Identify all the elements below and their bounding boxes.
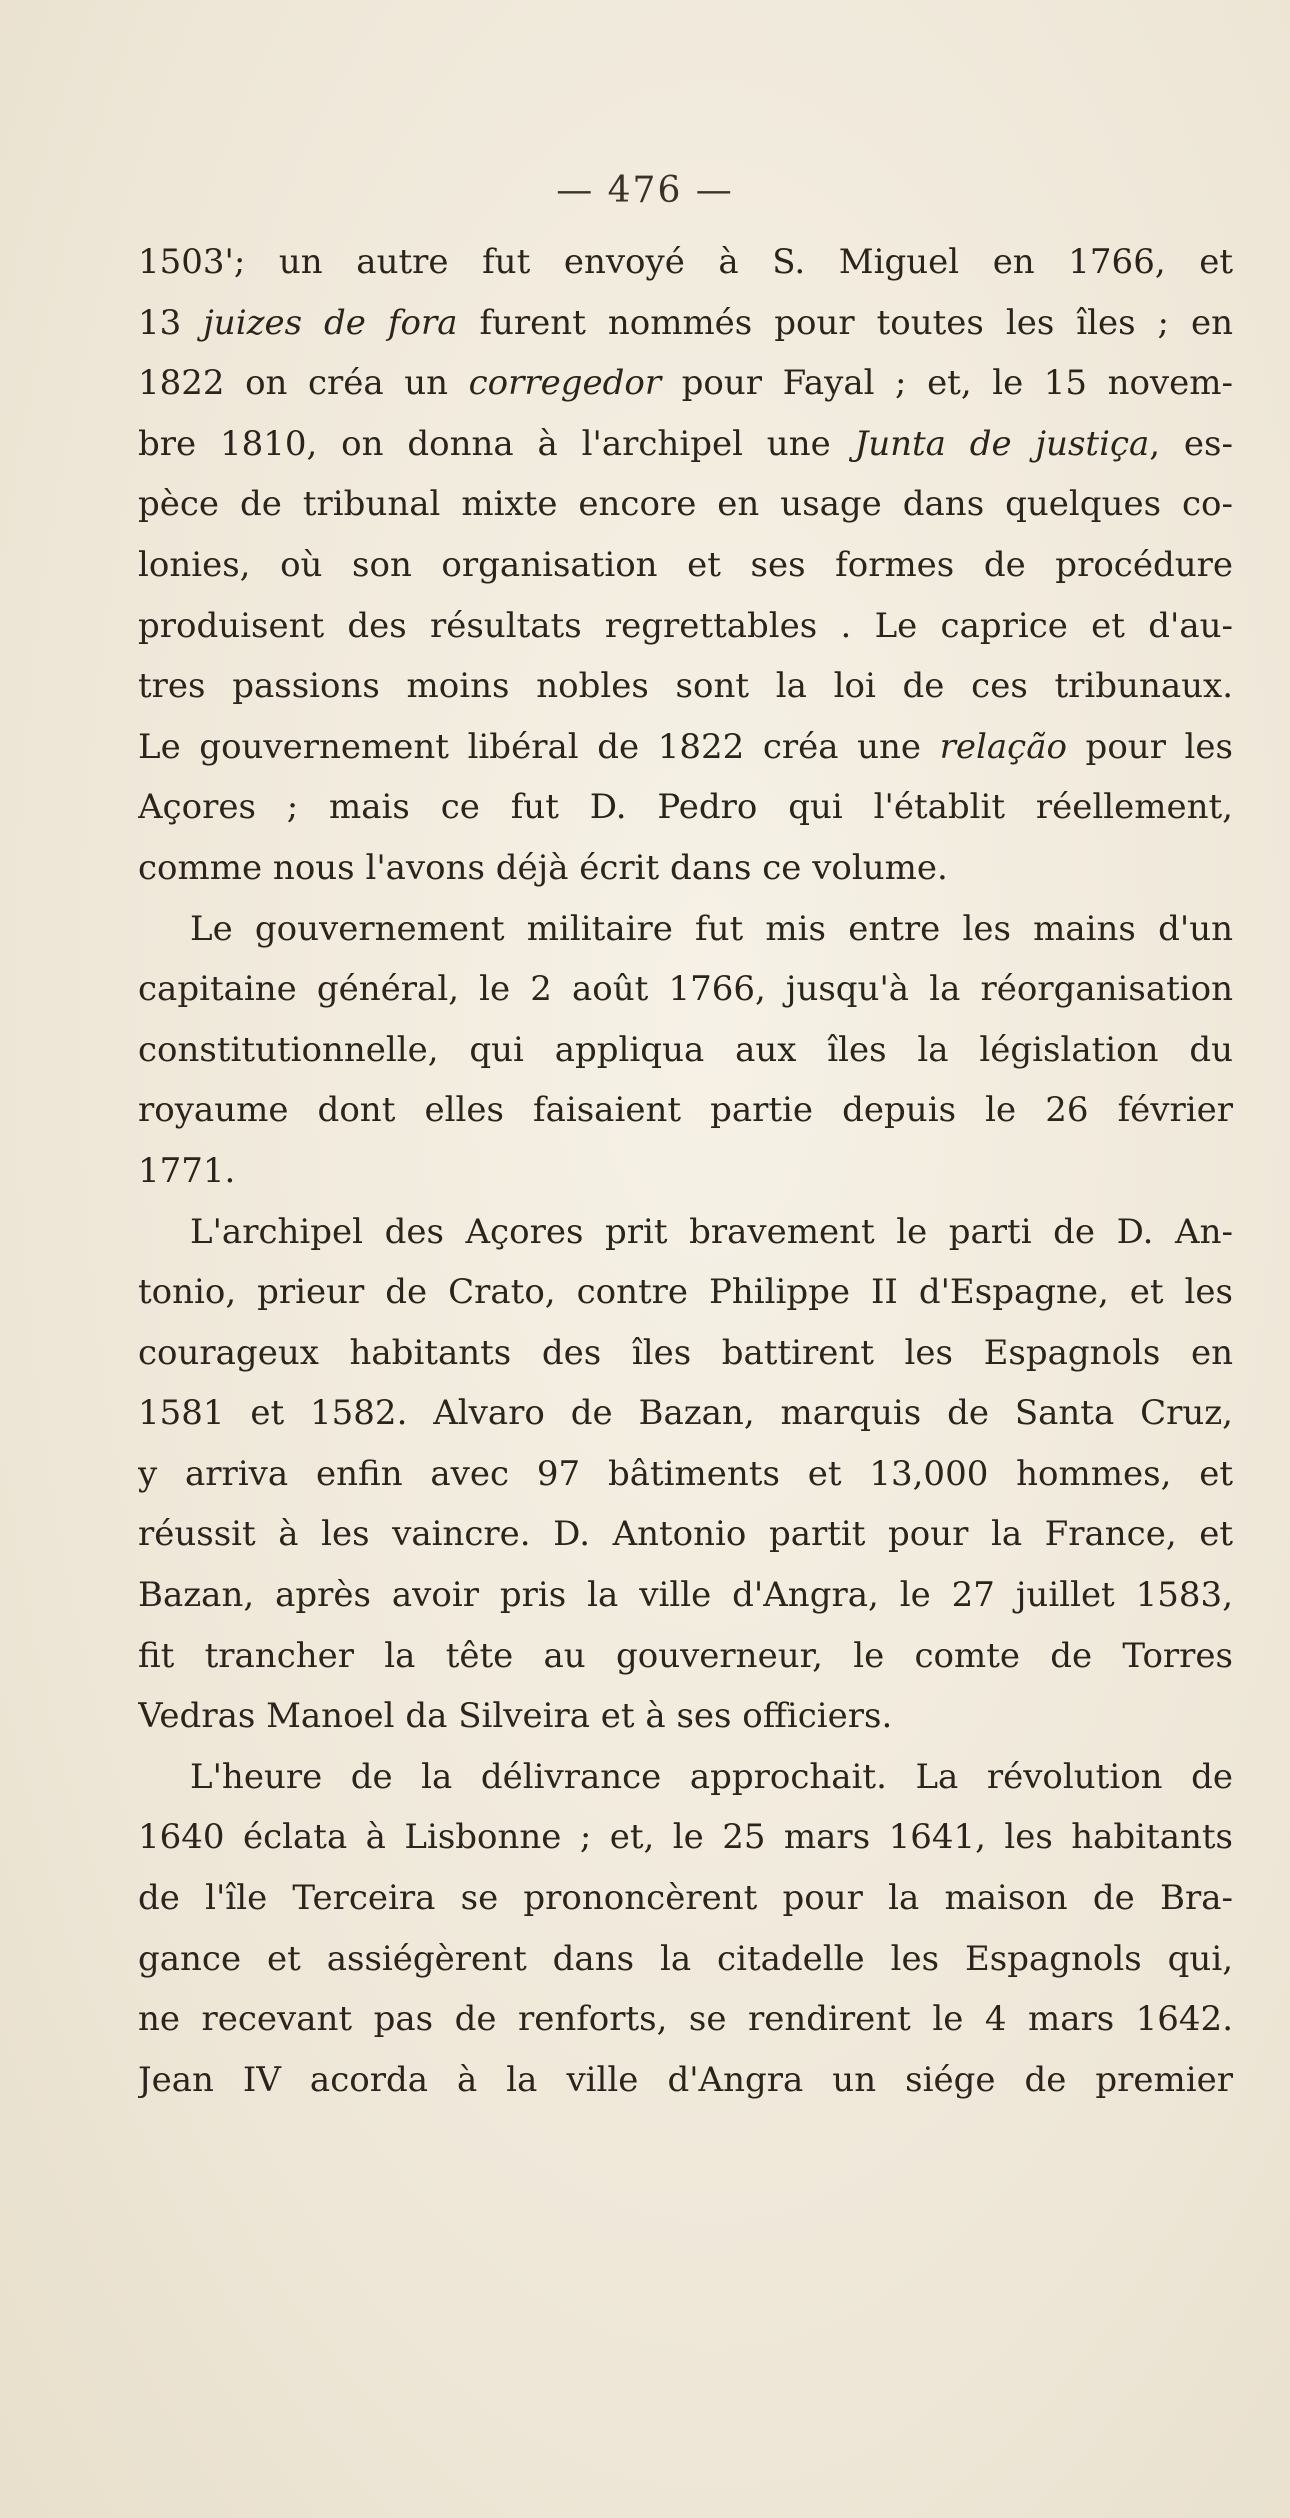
text-segment: fit trancher la tête au gouverneur, le comte de Torres (138, 1635, 1233, 1676)
text-segment: 1503'; un autre fut envoyé à S. Miguel en 1766, et (138, 242, 1233, 282)
text-line (138, 1080, 1233, 1141)
text-segment: Açores ; mais ce fut D. Pedro qui l'établit réellement, (138, 787, 1233, 828)
text-line (138, 1929, 1233, 1990)
text-segment: tonio, prieur de Crato, contre Philippe II d'Espagne, et les (138, 1272, 1233, 1313)
text-line (138, 959, 1233, 1020)
text-segment: lonies, où son organisation et ses formes de procédure (138, 544, 1233, 585)
italic-term: juizes de fora (203, 302, 458, 343)
text-segment: réussit à les vaincre. D. Antonio partit pour la France, et (138, 1514, 1233, 1555)
text-segment: Bazan, après avoir pris la ville d'Angra, le 27 juillet 1583, (138, 1575, 1233, 1616)
italic-term: relação (939, 726, 1067, 767)
text-line (138, 1383, 1233, 1444)
text-segment: furent nommés pour toutes les îles ; en (457, 302, 1233, 343)
text-line (138, 293, 1233, 354)
text-segment: de l'île Terceira se prononcèrent pour la maison de Bra- (138, 1878, 1233, 1919)
text-line (138, 717, 1233, 778)
text-line (138, 1020, 1233, 1081)
text-segment: Le gouvernement libéral de 1822 créa une (138, 726, 940, 767)
text-line (138, 777, 1233, 838)
text-segment: ne recevant pas de renforts, se rendirent le 4 mars 1642. (138, 1999, 1233, 2040)
text-segment: gance et assiégèrent dans la citadelle les Espagnols qui, (138, 1938, 1233, 1979)
text-line (138, 1141, 1233, 1202)
text-segment: y arriva enfin avec 97 bâtiments et 13,000 hommes, et (138, 1453, 1233, 1494)
text-line (138, 656, 1233, 717)
text-segment: bre 1810, on donna à l'archipel une (138, 423, 855, 464)
text-segment: 1771. (138, 1150, 236, 1191)
text-segment: constitutionnelle, qui appliqua aux îles la législation du (138, 1029, 1233, 1070)
text-segment: , es- (1149, 423, 1233, 464)
text-line (138, 1686, 1233, 1747)
text-line (138, 1868, 1233, 1929)
text-line (138, 2050, 1233, 2111)
text-segment: 1822 on créa un (138, 363, 469, 404)
text-line (138, 1262, 1233, 1323)
text-segment: comme nous l'avons déjà écrit dans ce volume. (138, 847, 948, 888)
text-line (138, 1444, 1233, 1505)
italic-term: Junta de justiça (854, 423, 1150, 464)
text-segment: 1640 éclata à Lisbonne ; et, le 25 mars 1641, les habitants (138, 1817, 1233, 1858)
text-segment: 1581 et 1582. Alvaro de Bazan, marquis de Santa Cruz, (138, 1393, 1233, 1434)
text-line (138, 1565, 1233, 1626)
text-segment: pèce de tribunal mixte encore en usage dans quelques co- (138, 484, 1233, 525)
text-segment: L'heure de la délivrance approchait. La révolution de (190, 1756, 1233, 1797)
body-text (138, 232, 1233, 2110)
text-line (138, 1747, 1233, 1808)
text-segment: L'archipel des Açores prit bravement le parti de D. An- (190, 1211, 1233, 1252)
text-line (138, 414, 1233, 475)
text-line (138, 353, 1233, 414)
text-segment: produisent des résultats regrettables . Le caprice et d'au- (138, 605, 1233, 646)
text-segment: 13 (138, 302, 204, 343)
text-line (138, 1202, 1233, 1263)
text-segment: pour les (1066, 726, 1233, 767)
text-segment: royaume dont elles faisaient partie depuis le 26 février (138, 1090, 1233, 1131)
italic-term: corregedor (468, 363, 662, 404)
text-segment: pour Fayal ; et, le 15 novem- (661, 363, 1233, 404)
text-line (138, 1504, 1233, 1565)
page-number: — 476 — (556, 170, 734, 211)
text-line (138, 899, 1233, 960)
text-segment: capitaine général, le 2 août 1766, jusqu'à la réorganisation (138, 969, 1233, 1010)
text-line (138, 1626, 1233, 1687)
text-line (138, 596, 1233, 657)
text-line (138, 838, 1233, 899)
text-segment: Jean IV acorda à la ville d'Angra un siége de premier (138, 2059, 1233, 2100)
text-segment: courageux habitants des îles battirent les Espagnols en (138, 1332, 1233, 1373)
text-segment: Le gouvernement militaire fut mis entre les mains d'un (190, 908, 1233, 949)
text-line (138, 1323, 1233, 1384)
text-line (138, 1989, 1233, 2050)
text-segment: Vedras Manoel da Silveira et à ses officiers. (138, 1696, 893, 1737)
text-line (138, 1807, 1233, 1868)
text-line (138, 535, 1233, 596)
text-line (138, 232, 1233, 293)
text-segment: tres passions moins nobles sont la loi de ces tribunaux. (138, 666, 1233, 707)
text-line (138, 474, 1233, 535)
